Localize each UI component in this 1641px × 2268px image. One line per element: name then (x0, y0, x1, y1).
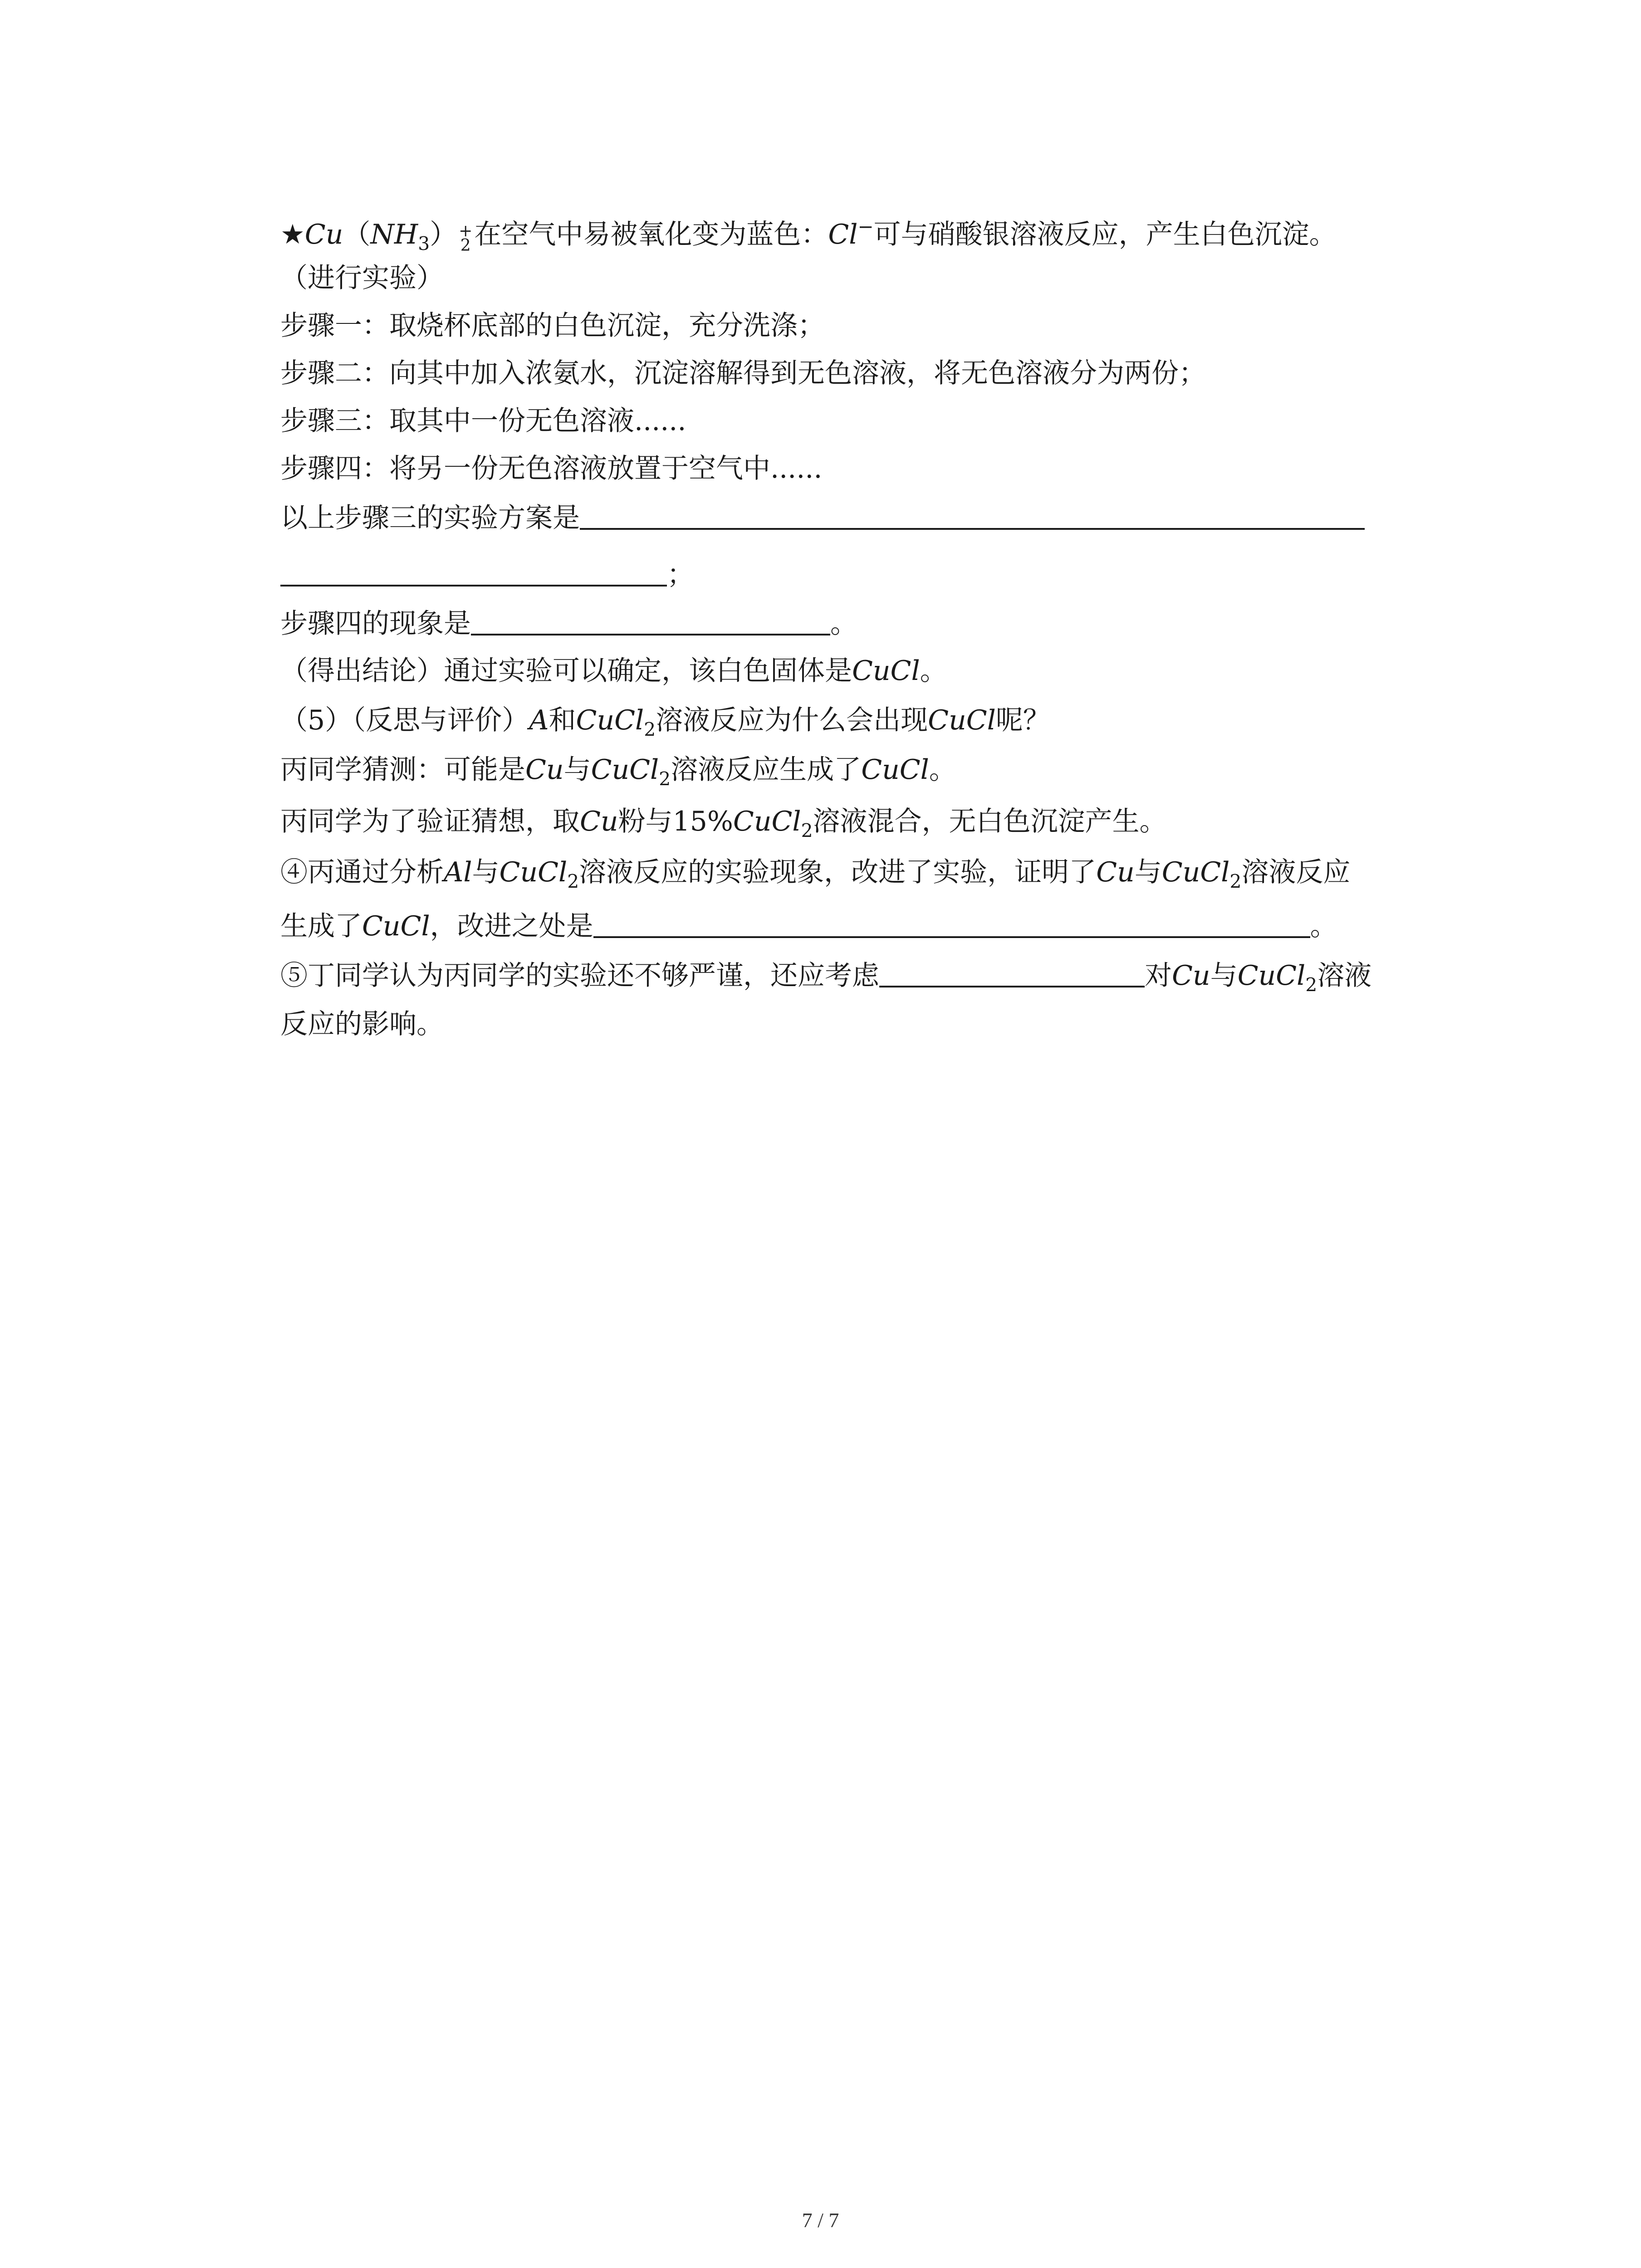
verify-line: 丙同学为了验证猜想，取Cu粉与15%CuCl$_2$溶液混合，无白色沉淀产生。 (280, 806, 1167, 842)
note-line: $★Cu(NH_3)$ + 2 在空气中易被氧化变为蓝色：Cl−可与硝酸银溶液反应，产生白色沉淀。 (280, 215, 1337, 255)
page-number: 7 / 7 (802, 2209, 839, 2232)
answer-blank-item5[interactable] (879, 958, 1145, 987)
item-5-line2: 反应的影响。 (280, 1008, 444, 1040)
step-2: 步骤二：向其中加入浓氨水，沉淀溶解得到无色溶液，将无色溶液分为两份； (280, 357, 1206, 389)
step-4: 步骤四：将另一份无色溶液放置于空气中...... (280, 453, 823, 484)
charge-stack: + 2 (459, 221, 473, 255)
question-step4: 步骤四的现象是 。 (280, 606, 857, 640)
conclusion-line: （得出结论）通过实验可以确定，该白色固体是CuCl。 (280, 655, 947, 687)
item-4-line2: 生成了CuCl，改进之处是 。 (280, 908, 1337, 943)
question-step3: 以上步骤三的实验方案是 (280, 500, 1365, 534)
question-5: （5）（反思与评价）A和CuCl$_2$溶液反应为什么会出现CuCl呢？ (280, 704, 1050, 741)
item-5-line1: ⑤丁同学认为丙同学的实验还不够严谨，还应考虑 对Cu与CuCl$_2$溶液 (280, 958, 1372, 996)
guess-line: 丙同学猜测：可能是Cu与CuCl$_2$溶液反应生成了CuCl。 (280, 754, 956, 790)
answer-blank-step3-a[interactable] (580, 500, 1365, 530)
step-1: 步骤一：取烧杯底部的白色沉淀，充分洗涤； (280, 310, 825, 342)
answer-blank-step3-b[interactable] (280, 557, 667, 587)
item-4-line1: ④丙通过分析Al与CuCl$_2$溶液反应的实验现象，改进了实验，证明了Cu与CuCl$_2$溶液反应 (280, 856, 1351, 893)
answer-blank-item4[interactable] (593, 908, 1310, 938)
step-3: 步骤三：取其中一份无色溶液...... (280, 405, 686, 437)
section-heading: （进行实验） (280, 262, 444, 294)
question-step3-cont: ； (280, 557, 694, 591)
star-icon: ★ (280, 219, 305, 251)
answer-blank-step4[interactable] (471, 606, 830, 635)
